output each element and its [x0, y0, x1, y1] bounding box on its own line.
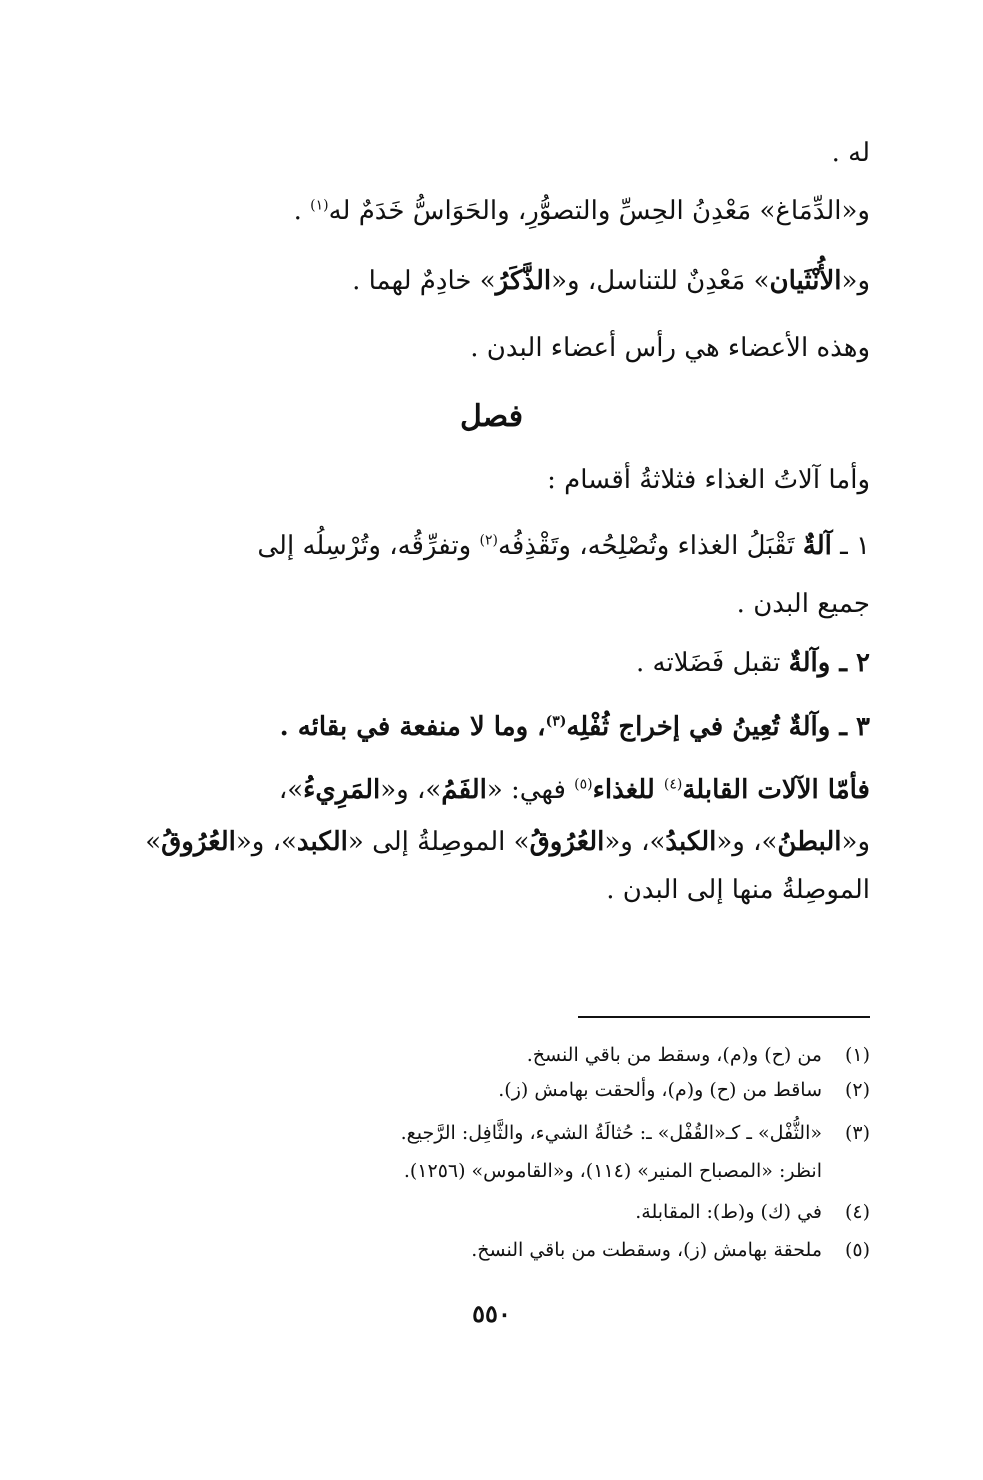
- footnote-text: انظر: «المصباح المنير» (١١٤)، و«القاموس» (١٢٥٦).: [403, 1160, 822, 1182]
- footnote-ref: (٢): [479, 532, 498, 549]
- text-line: [470, 328, 870, 368]
- text-run: »، و«: [380, 775, 442, 805]
- footnote-ref: (٥): [574, 776, 593, 793]
- text-run: وأما آلاتُ الغذاء فثلاثةُ أقسام :: [547, 465, 870, 495]
- text-run: ٣ ـ وآلةٌ تُعِينُ في إخراج ثُفْلِه: [566, 712, 870, 742]
- text-run: فهي: «: [486, 775, 575, 805]
- footnote-continuation: [404, 1156, 822, 1186]
- text-run: و«: [841, 266, 870, 296]
- footnote: [401, 1118, 870, 1148]
- footnote-text: ملحقة بهامش (ز)، وسقطت من باقي النسخ.: [471, 1239, 822, 1261]
- text-run: »، و«: [235, 827, 297, 857]
- text-run: »،: [278, 775, 304, 805]
- section-heading: فصل: [459, 399, 524, 434]
- list-item: [110, 526, 870, 566]
- footnote-ref: (١): [310, 197, 329, 214]
- footnote-text: ساقط من (ح) و(م)، وألحقت بهامش (ز).: [498, 1079, 822, 1101]
- bold-term: آلةٌ: [802, 531, 832, 561]
- text-line: [110, 770, 870, 810]
- footnote-divider: [578, 1016, 870, 1018]
- text-run: جميع البدن .: [736, 589, 870, 619]
- bold-term: العُرُوقُ: [161, 827, 236, 857]
- text-line: [737, 584, 870, 624]
- text-run: »، و«: [716, 827, 778, 857]
- list-item: [280, 707, 870, 747]
- text-run: و«الدِّمَاغ» مَعْدِنُ الحِسِّ والتصوُّرِ، والحَوَاسُّ خَدَمٌ له: [328, 196, 870, 226]
- text-run: » مَعْدِنٌ للتناسل، و«: [551, 266, 770, 296]
- bold-term: للغذاء: [592, 775, 664, 805]
- text-run: له .: [831, 138, 870, 168]
- footnote-ref: (٣): [545, 713, 567, 730]
- footnote-number: (١): [844, 1044, 870, 1066]
- text-run: »، و«: [604, 827, 666, 857]
- text-line: [606, 870, 870, 910]
- footnote: [498, 1075, 870, 1105]
- text-run: ١ ـ: [831, 531, 870, 561]
- text-line: [294, 191, 870, 231]
- bold-term: الكبدُ: [665, 827, 717, 857]
- footnote: [635, 1197, 870, 1227]
- text-run: تَقْبَلُ الغذاء وتُصْلِحُه، وتَقْذِفُه: [497, 531, 803, 561]
- bold-term: الفَمُ: [441, 775, 487, 805]
- bold-term: العُرُوقُ: [529, 827, 605, 857]
- text-run: »: [145, 827, 162, 857]
- footnote-number: (٣): [844, 1122, 870, 1144]
- footnote-number: (٢): [844, 1079, 870, 1101]
- footnote: [471, 1235, 870, 1265]
- text-line: [352, 261, 870, 301]
- page-number: ٥٥٠: [472, 1299, 511, 1328]
- list-item: [636, 643, 870, 683]
- bold-term: فأمّا الآلات القابلة: [682, 775, 870, 805]
- bold-term: ٢ ـ وآلةٌ: [788, 648, 870, 678]
- text-line: [832, 133, 870, 173]
- footnote-text: من (ح) و(م)، وسقط من باقي النسخ.: [526, 1044, 822, 1066]
- text-run: » الموصِلةُ إلى «: [347, 827, 530, 857]
- bold-term: الأُنْثَيان: [769, 266, 842, 296]
- bold-term: المَرِيءُ: [303, 775, 381, 805]
- text-run: وهذه الأعضاء هي رأس أعضاء البدن .: [470, 333, 870, 363]
- bold-term: الكبد: [296, 827, 348, 857]
- text-run: الموصِلةُ منها إلى البدن .: [606, 875, 870, 905]
- footnote-text: «الثُّفْل» ـ كـ«القُفْل» ـ: حُثالَةُ الشيء، والثَّافِل: الرَّجيع.: [400, 1122, 822, 1144]
- text-run: ، وما لا منفعة في بقائه .: [279, 712, 546, 742]
- footnote-number: (٤): [844, 1201, 870, 1223]
- bold-term: الذَّكَرُ: [495, 266, 552, 296]
- text-run: وتفرِّقُه، وتُرْسِلُه إلى: [257, 531, 480, 561]
- text-run: » خادِمٌ لهما .: [352, 266, 496, 296]
- footnote-number: (٥): [844, 1239, 870, 1261]
- footnote-ref: (٤): [663, 776, 683, 793]
- text-run: .: [293, 196, 311, 226]
- footnote-text: في (ك) و(ط): المقابلة.: [635, 1201, 822, 1223]
- text-run: تقبل فَضَلاته .: [636, 648, 789, 678]
- text-line: [110, 822, 870, 862]
- footnote: [527, 1040, 870, 1070]
- bold-term: البطنُ: [777, 827, 842, 857]
- text-run: و«: [841, 827, 870, 857]
- text-line: [547, 460, 870, 500]
